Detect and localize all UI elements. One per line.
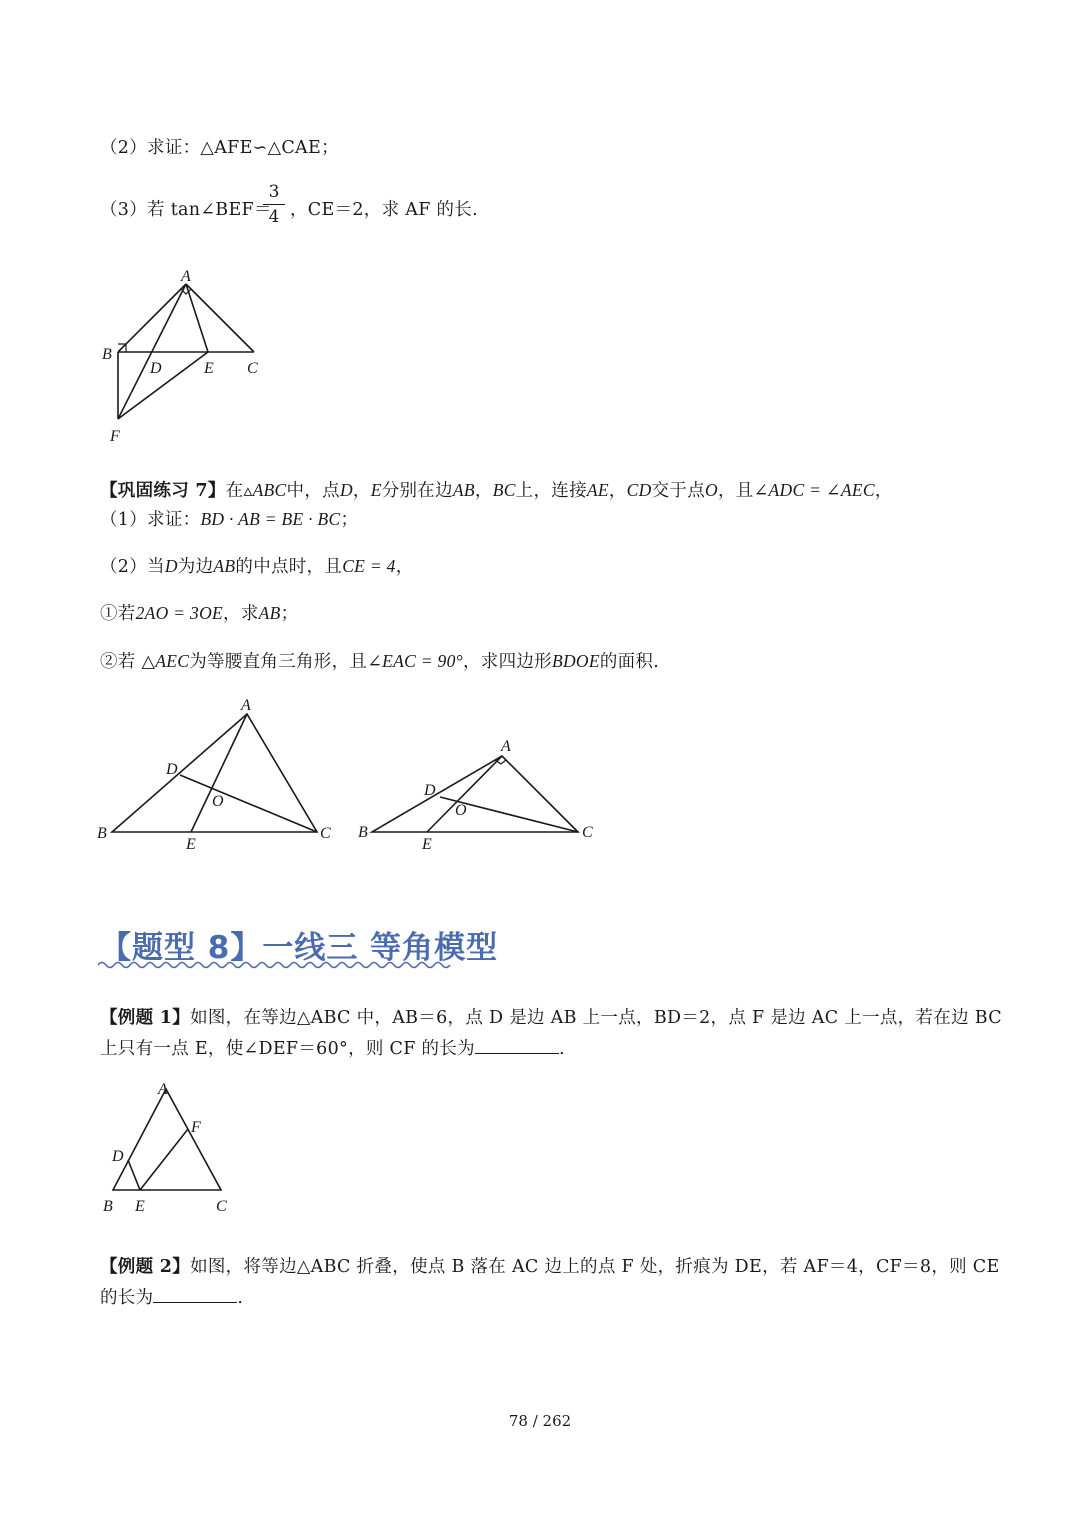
text-fragment: ，: [352, 481, 371, 501]
example1-line2: [100, 1035, 565, 1060]
math-point-e: E: [370, 480, 382, 500]
math-angle-90: ∠EAC = 90°: [367, 651, 463, 671]
example1-line1: [100, 1004, 1002, 1029]
section-heading: 【题型 8】一线三 等角模型: [100, 930, 499, 966]
math-triangle-aec: AEC: [155, 651, 190, 671]
text-fragment: ①若: [100, 604, 136, 624]
text-fragment: 中，点: [286, 481, 340, 501]
fig2-label-C: C: [320, 825, 331, 842]
math-segment-ab: AB: [213, 556, 236, 576]
fig2-label-A: A: [241, 697, 251, 714]
math-point-d: D: [339, 480, 353, 500]
text-fragment: ②若 △: [100, 652, 156, 672]
fig1-segment-EF: [118, 352, 208, 419]
fig3-triangle-ABC: [372, 756, 578, 832]
fig4-segment-DE: [128, 1160, 140, 1190]
text-fragment: 为等腰直角三角形，且: [189, 652, 368, 672]
fraction-numerator: 3: [268, 182, 280, 202]
example1-text2: 上只有一点 E，使∠DEF＝60°，则 CF 的长为: [100, 1039, 475, 1059]
text-fragment: ；: [280, 604, 299, 624]
fig1-segment-AB: [118, 284, 186, 352]
fig3-label-D: D: [424, 782, 436, 799]
math-point-d: D: [164, 556, 178, 576]
fig4-segment-EF: [140, 1129, 188, 1190]
figure-4: [95, 1075, 245, 1220]
math-segment-bc: BC: [492, 480, 516, 500]
fig3-label-A: A: [501, 738, 511, 755]
practice7-tag: 【巩固练习 7】: [100, 481, 226, 501]
math-angle-equation: ∠ADC = ∠AEC: [753, 480, 875, 500]
page-number: 78 / 262: [508, 1412, 572, 1430]
text-fragment: ，: [608, 481, 627, 501]
text-fragment: ，: [874, 481, 893, 501]
fraction-bar: [263, 204, 285, 205]
text-fragment: 上，连接: [515, 481, 587, 501]
math-ce-equation: CE = 4: [342, 556, 396, 576]
math-point-o: O: [705, 480, 718, 500]
fig3-label-B: B: [358, 824, 368, 841]
text-fragment: ，且: [717, 481, 754, 501]
fig2-segment-CD: [180, 775, 317, 832]
fig4-label-B: B: [103, 1198, 113, 1215]
fig2-label-B: B: [97, 825, 107, 842]
fig4-label-F: F: [191, 1119, 201, 1136]
text-fragment: ，: [474, 481, 493, 501]
text-fragment: 为边: [177, 557, 214, 577]
fraction-3-4: [262, 182, 286, 227]
example2-text: 如图，将等边△ABC 折叠，使点 B 落在 AC 边上的点 F 处，折痕为 DE，若 AF＝4，CF＝8，则 CE: [190, 1257, 1000, 1277]
text-fragment: 的面积.: [599, 652, 660, 672]
wavy-line: [98, 963, 450, 968]
fig1-label-C: C: [247, 360, 258, 377]
fig2-segment-AE: [191, 714, 247, 832]
fig2-label-E: E: [186, 836, 196, 853]
fig3-label-O: O: [455, 802, 467, 819]
example2-text2: 的长为: [100, 1288, 154, 1308]
fig4-triangle-ABC: [113, 1089, 221, 1190]
fig1-label-E: E: [204, 360, 214, 377]
q3-prefix: （3）若 tan∠BEF＝: [100, 200, 272, 220]
fig2-label-D: D: [166, 761, 178, 778]
example2-line1: [100, 1253, 1000, 1278]
text-fragment: （1）求证：: [100, 510, 201, 530]
text-fragment: 在: [225, 481, 244, 501]
answer-blank[interactable]: [153, 1285, 237, 1303]
text-fragment: ，: [395, 557, 414, 577]
fig4-label-D: D: [112, 1148, 124, 1165]
fig1-label-A: A: [181, 268, 191, 285]
fig2-triangle-ABC: [112, 714, 317, 832]
math-triangle-abc: ▵ABC: [243, 480, 287, 500]
math-ratio-equation: 2AO = 3OE: [135, 603, 224, 623]
fig4-label-C: C: [216, 1198, 227, 1215]
fig4-label-A: A: [158, 1081, 168, 1098]
text-fragment: .: [237, 1288, 244, 1308]
text-fragment: ；: [340, 510, 359, 530]
figure-3: [355, 735, 605, 860]
text-fragment: .: [558, 1039, 565, 1059]
figure-1: [95, 262, 285, 452]
fig4-label-E: E: [135, 1198, 145, 1215]
math-segment-cd: CD: [626, 480, 652, 500]
text-fragment: ，求: [223, 604, 259, 624]
example1-text: 如图，在等边△ABC 中，AB＝6，点 D 是边 AB 上一点，BD＝2，点 F 是边 AC 上一点，若在边 BC: [190, 1008, 1002, 1028]
math-segment-ae: AE: [586, 480, 609, 500]
fig1-label-B: B: [102, 346, 112, 363]
practice7-part1: [100, 506, 358, 531]
practice7-sub2: [100, 648, 659, 673]
q2-line: （2）求证：△AFE∽△CAE；: [100, 138, 339, 158]
math-quad-bdoe: BDOE: [551, 651, 600, 671]
practice7-sub1: [100, 600, 298, 625]
example1-tag: 【例题 1】: [100, 1008, 191, 1028]
example2-tag: 【例题 2】: [100, 1257, 191, 1277]
practice7-statement: [100, 477, 893, 502]
fig3-label-E: E: [422, 836, 432, 853]
heading-wavy-underline: [98, 960, 458, 970]
answer-blank[interactable]: [475, 1036, 559, 1054]
math-segment-ab: AB: [258, 603, 281, 623]
q3-suffix: ，CE＝2，求 AF 的长.: [290, 200, 478, 220]
text-fragment: 分别在边: [381, 481, 453, 501]
fig2-label-O: O: [212, 793, 224, 810]
fig1-label-F: F: [110, 428, 120, 445]
example2-line2: [100, 1284, 243, 1309]
math-segment-ab: AB: [452, 480, 475, 500]
text-fragment: 的中点时，且: [235, 557, 343, 577]
practice7-part2: [100, 553, 414, 578]
text-fragment: （2）当: [100, 557, 165, 577]
math-product-equation: BD · AB = BE · BC: [200, 509, 341, 529]
text-fragment: ，求四边形: [462, 652, 552, 672]
fraction-denominator: 4: [268, 207, 280, 227]
figure-2: [95, 695, 345, 860]
text-fragment: 交于点: [651, 481, 705, 501]
fig1-label-D: D: [150, 360, 162, 377]
fig3-label-C: C: [582, 824, 593, 841]
